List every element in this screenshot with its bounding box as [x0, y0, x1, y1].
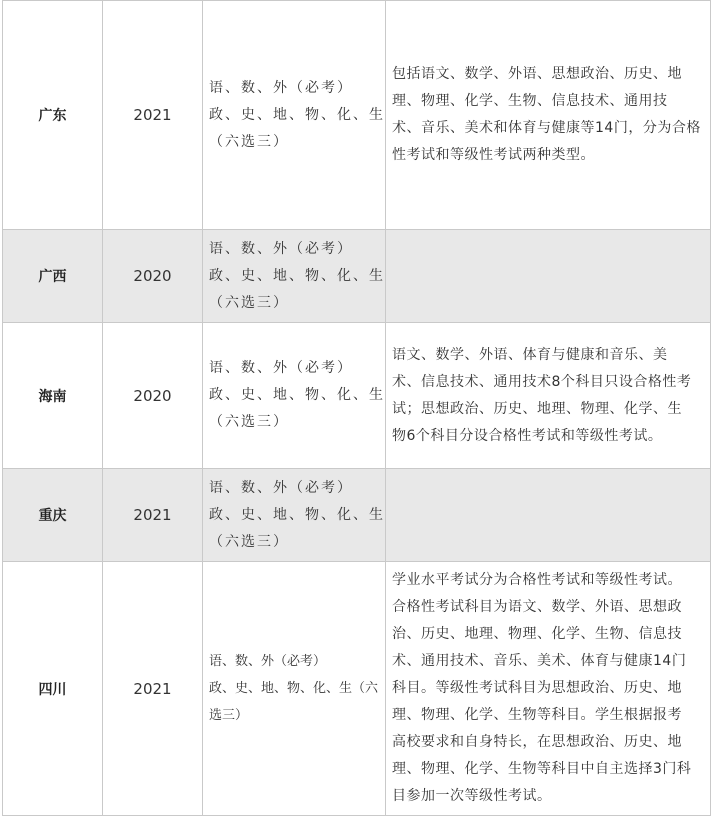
province-cell: 海南 [3, 323, 103, 469]
subjects-line: 政、史、地、物、化、生 [209, 506, 385, 523]
description-line: 术、通用技术、音乐、美术、体育与健康14门 [392, 653, 687, 669]
subjects-cell [203, 562, 386, 816]
table-row [3, 323, 711, 469]
subjects-line: （六选三） [209, 533, 289, 550]
exam-table [2, 0, 711, 816]
province-cell: 广西 [3, 230, 103, 323]
subjects-line: （六选三） [209, 294, 289, 311]
description-line: 语文、数学、外语、体育与健康和音乐、美 [392, 346, 668, 363]
description-line: 理、物理、化学、生物、信息技术、通用技 [392, 93, 668, 109]
description-line: 术、信息技术、通用技术8个科目只设合格性考 [392, 373, 692, 390]
subjects-line: 语、数、外（必考） [209, 654, 327, 669]
subjects-line: （六选三） [209, 133, 289, 150]
province-cell: 四川 [3, 562, 103, 816]
table-row [3, 1, 711, 230]
subjects-line: 政、史、地、物、化、生（六 [209, 681, 379, 696]
subjects-line: 语、数、外（必考） [209, 240, 353, 257]
description-cell [386, 230, 711, 323]
description-line: 治、历史、地理、物理、化学、生物、信息技 [392, 626, 682, 642]
description-line: 性考试和等级性考试两种类型。 [392, 147, 595, 163]
subjects-line: 语、数、外（必考） [209, 360, 353, 376]
subjects-line: （六选三） [209, 414, 289, 430]
subjects-line: 政、史、地、物、化、生 [209, 387, 385, 403]
description-line: 术、音乐、美术和体育与健康等14门，分为合格 [392, 120, 701, 136]
description-cell [386, 1, 711, 230]
subjects-cell [203, 1, 386, 230]
year-cell: 2021 [103, 562, 203, 816]
description-cell [386, 562, 711, 816]
description-line: 物6个科目分设合格性考试和等级性考试。 [392, 427, 663, 444]
subjects-cell [203, 323, 386, 469]
year-cell: 2021 [103, 469, 203, 562]
description-line: 学业水平考试分为合格性考试和等级性考试。 [392, 572, 682, 588]
table-row [3, 230, 711, 323]
description-line: 高校要求和自身特长，在思想政治、历史、地 [392, 734, 682, 750]
description-line: 科目。等级性考试科目为思想政治、历史、地 [392, 680, 682, 696]
province-cell: 广东 [3, 1, 103, 230]
year-cell: 2021 [103, 1, 203, 230]
year-cell: 2020 [103, 323, 203, 469]
subjects-line: 语、数、外（必考） [209, 479, 353, 496]
subjects-cell [203, 230, 386, 323]
subjects-line: 政、史、地、物、化、生 [209, 106, 385, 123]
subjects-line: 政、史、地、物、化、生 [209, 267, 385, 284]
description-line: 目参加一次等级性考试。 [392, 788, 552, 804]
description-cell [386, 323, 711, 469]
description-line: 理、物理、化学、生物等科目。学生根据报考 [392, 707, 682, 723]
year-cell: 2020 [103, 230, 203, 323]
subjects-cell [203, 469, 386, 562]
description-line: 包括语文、数学、外语、思想政治、历史、地 [392, 66, 682, 82]
subjects-line: 语、数、外（必考） [209, 79, 353, 96]
province-cell: 重庆 [3, 469, 103, 562]
description-line: 理、物理、化学、生物等科目中自主选择3门科 [392, 761, 692, 777]
table-row [3, 469, 711, 562]
table-row [3, 562, 711, 816]
description-cell [386, 469, 711, 562]
description-line: 试；思想政治、历史、地理、物理、化学、生 [392, 400, 682, 417]
subjects-line: 选三） [209, 708, 249, 723]
description-line: 合格性考试科目为语文、数学、外语、思想政 [392, 599, 682, 615]
